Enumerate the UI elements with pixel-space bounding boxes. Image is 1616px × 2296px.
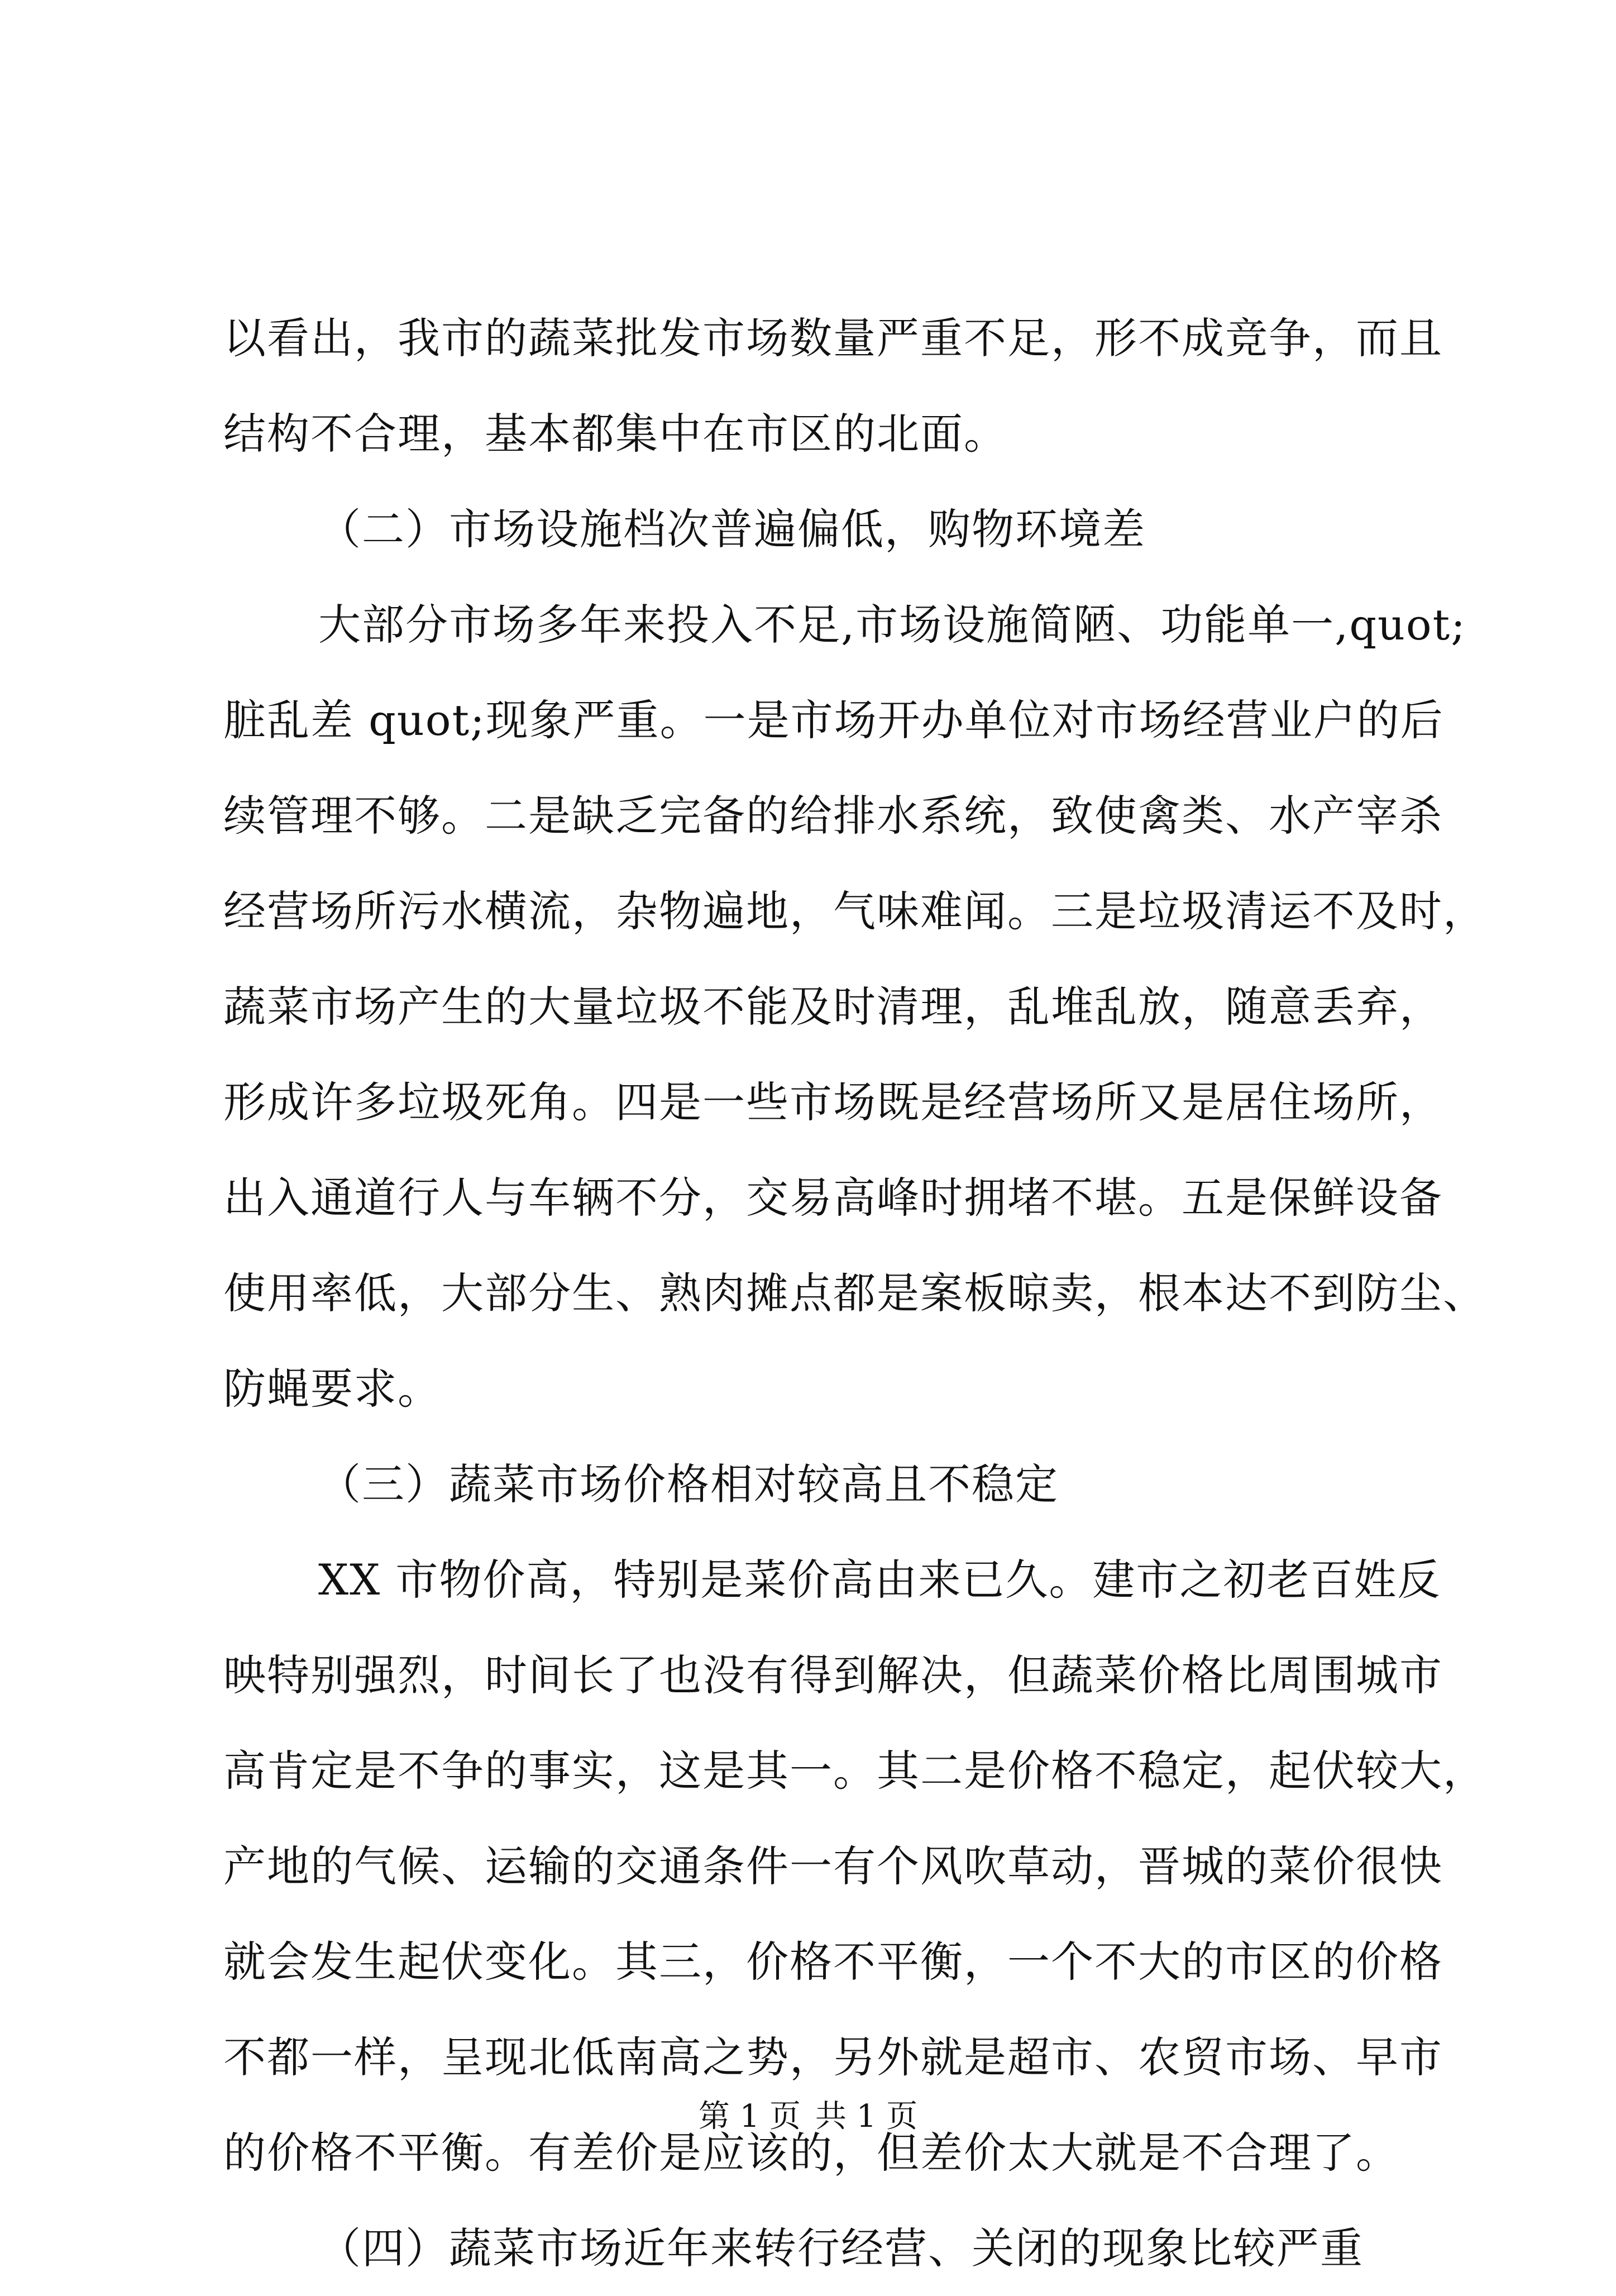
section-heading: （二）市场设施档次普遍偏低，购物环境差: [318, 504, 1146, 554]
paragraph-line: 出入通道行人与车辆不分，交易高峰时拥堵不堪。五是保鲜设备: [223, 1173, 1443, 1223]
page-footer: [0, 2094, 1616, 2139]
paragraph-line: 结构不合理，基本都集中在市区的北面。: [223, 409, 1007, 459]
paragraph-line: 使用率低，大部分生、熟肉摊点都是案板晾卖，根本达不到防尘、: [223, 1268, 1486, 1318]
document-body: [223, 290, 1486, 2296]
page-total: 共 1 页: [815, 2098, 918, 2135]
paragraph-line: 续管理不够。二是缺乏完备的给排水系统，致使禽类、水产宰杀: [223, 791, 1443, 841]
paragraph-line: 大部分市场多年来投入不足,市场设施简陋、功能单一,quot;: [318, 600, 1466, 650]
paragraph-line: 高肯定是不争的事实，这是其一。其二是价格不稳定，起伏较大，: [223, 1746, 1486, 1796]
paragraph-line: 产地的气候、运输的交通条件一有个风吹草动，晋城的菜价很快: [223, 1841, 1443, 1891]
paragraph-line: 经营场所污水横流，杂物遍地，气味难闻。三是垃圾清运不及时，: [223, 886, 1486, 936]
paragraph-line: 映特别强烈，时间长了也没有得到解决，但蔬菜价格比周围城市: [223, 1650, 1443, 1700]
paragraph-line: 脏乱差 quot;现象严重。一是市场开办单位对市场经营业户的后: [223, 695, 1444, 745]
page-number: 第 1 页: [698, 2098, 801, 2135]
paragraph-line: 不都一样，呈现北低南高之势，另外就是超市、农贸市场、早市: [223, 2032, 1443, 2082]
section-heading: （三）蔬菜市场价格相对较高且不稳定: [318, 1459, 1059, 1509]
section-heading: （四）蔬菜市场近年来转行经营、关闭的现象比较严重: [318, 2223, 1364, 2273]
paragraph-line: 就会发生起伏变化。其三，价格不平衡，一个不大的市区的价格: [223, 1937, 1443, 1987]
paragraph-line: 蔬菜市场产生的大量垃圾不能及时清理，乱堆乱放，随意丢弃，: [223, 982, 1443, 1032]
paragraph-line: XX 市物价高，特别是菜价高由来已久。建市之初老百姓反: [318, 1555, 1441, 1605]
paragraph-line: 形成许多垃圾死角。四是一些市场既是经营场所又是居住场所，: [223, 1077, 1443, 1127]
paragraph-line: 的价格不平衡。有差价是应该的，但差价太大就是不合理了。: [223, 2128, 1399, 2178]
paragraph-line: 以看出，我市的蔬菜批发市场数量严重不足，形不成竞争，而且: [223, 313, 1443, 363]
paragraph-line: 防蝇要求。: [223, 1364, 441, 1414]
